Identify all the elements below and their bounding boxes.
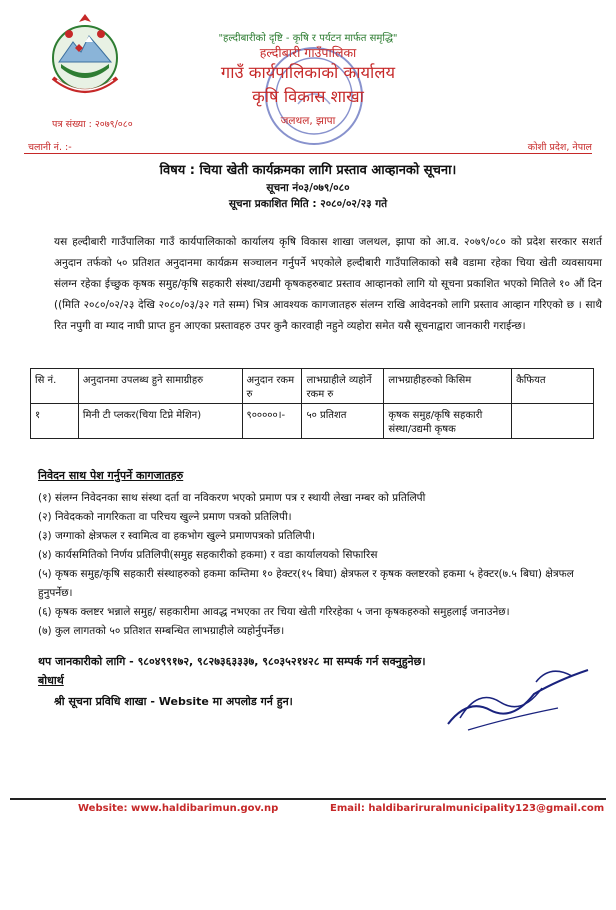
notice-body: यस हल्दीबारी गाउँपालिका गाउँ कार्यपालिकाको कार्यालय कृषि विकास शाखा जलथल, झापा को आ.व. २०७९/०८० को प्रदेश सरकार सशर्त अनुदान तर्फको ५० प्रतिशत अनुदानमा कार्यक्रम सञ्चालन गर्नुपर्ने भएकोले हल्दीबारी गाउँपालिकाको सबै वडामा रहेका चिया खेती व्यवसायमा संलग्न रहेका ईच्छुक कृषक समुह/कृषि सहकारी संस्था/उद्यमी कृषकहरुबाट प्रस्ताव आव्हानको लागि यो सूचना प्रकाशित भएको मितिले १० औं दिन ((मिति २०८०/०२/२३ देखि २०८०/०३/३२ गते सम्म) भित्र आवश्यक कागजातहरु संलग्न राखि आवेदनको लागि प्रस्ताव आव्हान गरिएको छ । साथै रित नपुगी वा म्याद नाघी प्राप्त हुन आएका प्रस्तावहरु उपर कुनै कारवाही नहुने व्यहोरा समेत यसै सूचनाद्वारा जानकारी गराईन्छ। [54,236,602,332]
office-name: गाउँ कार्यपालिकाको कार्यालय [220,63,396,82]
signature-icon [438,658,598,738]
notice-published-date: सूचना प्रकाशित मिति : २०८०/०२/२३ गते [228,198,388,210]
slogan: "हल्दीबारीको दृष्टि - कृषि र पर्यटन मार्फत समृद्धि" [218,33,398,44]
office-address: जलथल, झापा [280,115,336,127]
list-item: (६) कृषक क्लष्टर भन्नाले समुह/ सहकारीमा आवद्ध नभएका तर चिया खेती गरिरहेका ५ जना कृषकहरुको समुहलाई जनाउनेछ। [38,606,510,618]
footer-website[interactable]: Website: www.haldibarimun.gov.np [78,803,279,814]
province-label: कोशी प्रदेश, नेपाल [527,142,592,153]
header-divider [24,153,592,154]
table-cell: ९०००००।- [242,404,302,439]
footer-divider [10,798,606,800]
table-cell: मिनी टी प्लकर(चिया टिप्ने मेशिन) [78,404,242,439]
documents-list [38,489,594,641]
col-header-sn: सि नं. [31,369,79,404]
organization-name: हल्दीबारी गाउँपालिका [259,45,357,60]
list-item: (५) कृषक समुह/कृषि सहकारी संस्थाहरुको हकमा कम्तिमा १० हेक्टर(१५ बिघा) क्षेत्रफल र कृषक क्लष्टरको हकमा ५ हेक्टर(७.५ बिघा) क्षेत्रफल हुनुपर्नेछ। [38,568,574,599]
col-header-remarks: कैफियत [512,369,594,404]
col-header-beneficiary-type: लाभग्राहीहरुको किसिम [384,369,512,404]
list-item: (४) कार्यसमितिको निर्णय प्रतिलिपी(समुह सहकारीको हकमा) र वडा कार्यालयको सिफारिस [38,549,378,561]
table-cell [512,404,594,439]
table-header-row [31,369,594,404]
reference-number: पत्र संख्या : २०७९/०८० [52,119,133,130]
documents-title: निवेदन साथ पेश गर्नुपर्ने कागजातहरु [38,469,184,482]
dispatch-number: चलानी नं. :- [28,142,72,153]
table-cell: कृषक समुह/कृषि सहकारी संस्था/उद्यमी कृषक [384,404,512,439]
list-item: (३) जग्गाको क्षेत्रफल र स्वामित्व वा हकभोग खुल्ने प्रमाणपत्रको प्रतिलिपी। [38,530,316,542]
list-item: (७) कुल लागतको ५० प्रतिशत सम्बन्धित लाभग्राहीले व्यहोर्नुपर्नेछ। [38,625,285,637]
col-header-beneficiary-share: लाभग्राहीले व्यहोर्ने रकम रु [302,369,384,404]
notice-subject: विषय : चिया खेती कार्यक्रमका लागि प्रस्ताव आव्हानको सूचना। [159,163,457,178]
table-cell: ५० प्रतिशत [302,404,384,439]
contact-info: थप जानकारीको लागि - ९८०४९९१७२, ९८२७३६३३३७, ९८०३५२१४२८ मा सम्पर्क गर्न सक्नुहुनेछ। [38,655,426,668]
branch-name: कृषि विकास शाखा [252,87,364,106]
table-cell: १ [31,404,79,439]
bodhartha-line: श्री सूचना प्रविधि शाखा - Website मा अपलोड गर्न हुन। [54,695,293,708]
col-header-grant-amount: अनुदान रकम रु [242,369,302,404]
footer-email[interactable]: Email: haldibariruralmunicipality123@gmail.com [330,803,605,814]
notice-number: सूचना नं०३/०७९/०८० [266,182,350,194]
list-item: (१) संलग्न निवेदनका साथ संस्था दर्ता वा नविकरण भएको प्रमाण पत्र र स्थायी लेखा नम्बर को प्रतिलिपी [38,492,426,504]
col-header-items: अनुदानमा उपलब्ध हुने सामाग्रीहरु [78,369,242,404]
grant-items-table [30,368,594,439]
bodhartha-title: बोधार्थ [38,674,64,687]
list-item: (२) निवेदकको नागरिकता वा परिचय खुल्ने प्रमाण पत्रको प्रतिलिपी। [38,511,292,523]
table-row [31,404,594,439]
